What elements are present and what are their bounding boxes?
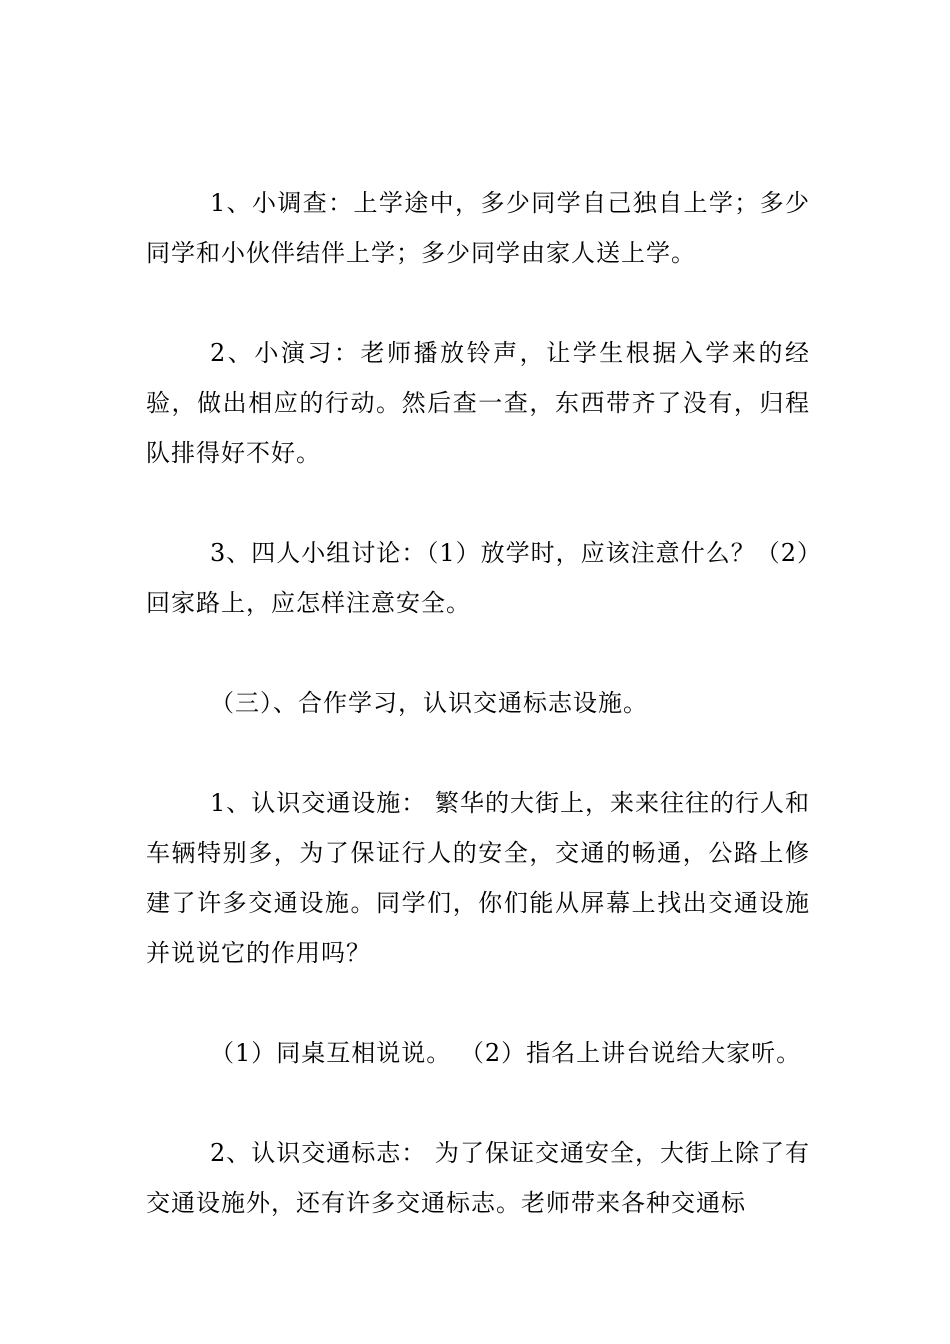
document-page [146, 178, 810, 1228]
paragraph-gap [146, 478, 810, 528]
paragraph-drill: 2、小演习：老师播放铃声，让学生根据入学来的经验，做出相应的行动。然后查一查，东西带齐了没有，归程队排得好不好。 [146, 339, 810, 467]
paragraph-gap [146, 978, 810, 1028]
paragraph-survey: 1、小调查：上学途中，多少同学自己独自上学；多少同学和小伙伴结伴上学；多少同学由家人送上学。 [146, 189, 810, 267]
paragraph-gap [146, 1078, 810, 1128]
paragraph-gap [146, 628, 810, 678]
paragraph-group-discussion: 3、四人小组讨论：（1）放学时，应该注意什么？（2）回家路上，应怎样注意安全。 [146, 539, 810, 617]
paragraph-gap [146, 728, 810, 778]
section-heading: （三）、合作学习，认识交通标志设施。 [210, 689, 648, 717]
paragraph-traffic-signs: 2、认识交通标志： 为了保证交通安全，大街上除了有交通设施外，还有许多交通标志。老师带来各种交通标 [146, 1139, 810, 1217]
paragraph-activities: （1）同桌互相说说。 （2）指名上讲台说给大家听。 [210, 1039, 802, 1067]
paragraph-gap [146, 278, 810, 328]
paragraph-traffic-facilities: 1、认识交通设施： 繁华的大街上，来来往往的行人和车辆特别多，为了保证行人的安全，交通的畅通，公路上修建了许多交通设施。同学们，你们能从屏幕上找出交通设施并说说它的作用吗？ [146, 789, 810, 967]
